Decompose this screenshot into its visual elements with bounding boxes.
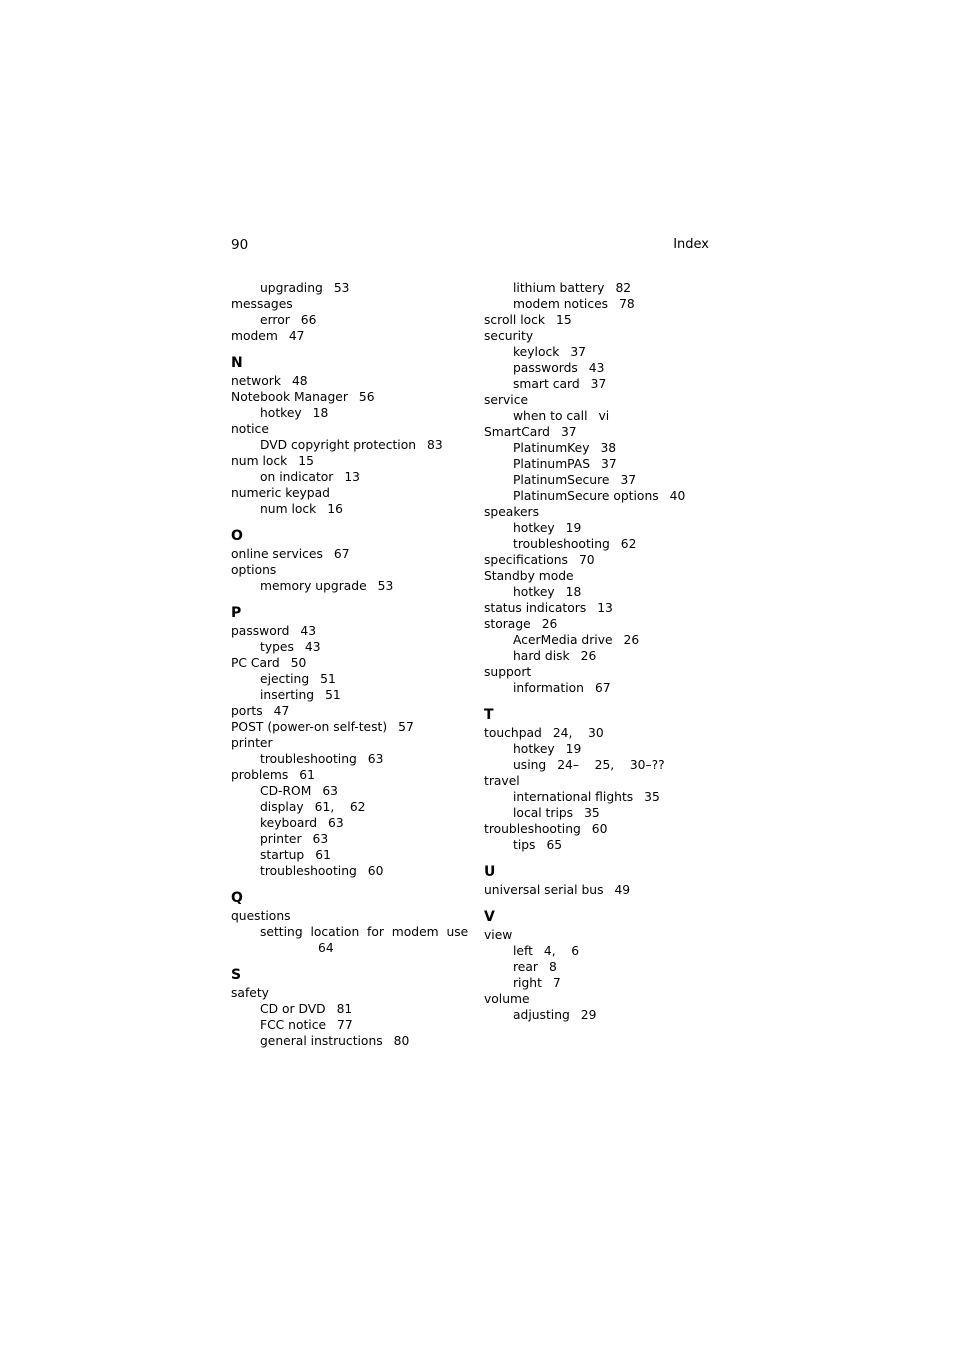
index-term: touchpad	[484, 726, 542, 740]
index-term: printer	[260, 832, 302, 846]
index-page-ref: 61	[315, 848, 331, 862]
index-page-ref: 18	[565, 585, 582, 599]
index-term: hotkey	[513, 742, 555, 756]
index-page-ref: 19	[565, 742, 582, 756]
index-page-ref: 26	[623, 633, 640, 647]
index-term: scroll lock	[484, 313, 546, 327]
index-term: CD or DVD	[260, 1002, 326, 1016]
page-number: 90	[231, 237, 249, 253]
index-term: PC Card	[231, 656, 280, 670]
index-term: hotkey	[513, 521, 555, 535]
index-subentry	[484, 280, 719, 296]
index-page-ref: 80	[393, 1034, 410, 1048]
index-subentry	[231, 783, 466, 799]
index-page-ref: 18	[312, 406, 329, 420]
index-term: messages	[231, 297, 293, 311]
index-entry	[484, 312, 719, 328]
index-page-ref: 8	[548, 960, 557, 974]
index-page-ref: 83	[427, 438, 443, 452]
index-term: general instructions	[260, 1034, 383, 1048]
index-term: storage	[484, 617, 531, 631]
index-subentry	[484, 943, 719, 959]
index-page-ref: 35	[644, 790, 660, 804]
index-letter-heading: P	[231, 605, 242, 621]
index-term: printer	[231, 736, 273, 750]
index-subentry	[484, 296, 719, 312]
index-term: rear	[513, 960, 538, 974]
index-subentry	[484, 1007, 719, 1023]
index-subentry	[484, 520, 719, 536]
index-entry	[231, 985, 466, 1001]
index-page-ref: 67	[594, 681, 611, 695]
index-term: questions	[231, 909, 291, 923]
index-term: online services	[231, 547, 323, 561]
index-page-ref: 26	[580, 649, 597, 663]
index-page-ref: 63	[312, 832, 329, 846]
index-letter-heading: Q	[231, 890, 243, 906]
index-subentry	[484, 488, 719, 504]
index-term: DVD copyright protection	[260, 438, 417, 452]
index-term: notice	[231, 422, 269, 436]
index-page-ref: 47	[273, 704, 290, 718]
index-term: FCC notice	[260, 1018, 327, 1032]
index-page-ref: 56	[358, 390, 375, 404]
index-page-ref: 53	[333, 281, 350, 295]
index-letter-heading: U	[484, 864, 496, 880]
index-page-ref: 13	[344, 470, 361, 484]
index-subentry	[231, 671, 466, 687]
index-subentry	[484, 632, 719, 648]
index-term: travel	[484, 774, 520, 788]
index-term: CD-ROM	[260, 784, 312, 798]
index-term: modem	[231, 329, 278, 343]
index-term: view	[484, 928, 513, 942]
index-subentry	[484, 408, 719, 424]
index-term: PlatinumSecure	[513, 473, 610, 487]
index-subentry	[484, 344, 719, 360]
index-subentry	[231, 940, 466, 956]
index-term: lithium battery	[513, 281, 605, 295]
index-subentry	[231, 578, 466, 594]
index-entry	[231, 703, 466, 719]
index-term: support	[484, 665, 532, 679]
index-subentry	[231, 639, 466, 655]
index-entry	[484, 927, 719, 943]
index-term: SmartCard	[484, 425, 550, 439]
index-page-ref: 77	[337, 1018, 353, 1032]
index-subentry	[231, 1017, 466, 1033]
index-term: problems	[231, 768, 289, 782]
index-page-ref: 49	[614, 883, 631, 897]
index-subentry	[484, 584, 719, 600]
index-term: upgrading	[260, 281, 323, 295]
index-page-ref: 7	[552, 976, 561, 990]
index-term: smart card	[513, 377, 580, 391]
index-term: 64	[318, 941, 334, 955]
index-term: keyboard	[260, 816, 318, 830]
index-subentry	[484, 975, 719, 991]
index-page-ref: 63	[367, 752, 384, 766]
index-entry	[231, 908, 466, 924]
index-subentry	[231, 815, 466, 831]
index-page-ref: 16	[327, 502, 343, 516]
index-entry	[231, 328, 466, 344]
index-term: on indicator	[260, 470, 334, 484]
index-page-ref: 26	[541, 617, 558, 631]
index-page-ref: 38	[600, 441, 617, 455]
index-subentry	[231, 501, 466, 517]
index-page-ref: 24, 30	[552, 726, 604, 740]
index-term: keylock	[513, 345, 560, 359]
index-term: network	[231, 374, 281, 388]
index-page-ref: 37	[590, 377, 607, 391]
index-page-ref: 63	[322, 784, 338, 798]
index-entry	[231, 719, 466, 735]
index-subentry	[484, 805, 719, 821]
index-entry	[484, 773, 719, 789]
index-subentry	[484, 741, 719, 757]
index-subentry	[484, 757, 719, 773]
index-entry	[231, 623, 466, 639]
index-page-ref: 47	[288, 329, 305, 343]
index-subentry	[484, 648, 719, 664]
index-page-ref: 60	[591, 822, 608, 836]
index-term: troubleshooting	[484, 822, 581, 836]
index-page-ref: 82	[615, 281, 632, 295]
index-term: display	[260, 800, 304, 814]
index-page-ref: 43	[588, 361, 605, 375]
index-subentry	[484, 536, 719, 552]
index-term: status indicators	[484, 601, 587, 615]
index-subentry	[231, 405, 466, 421]
index-page-ref: 51	[320, 672, 336, 686]
index-term: modem notices	[513, 297, 609, 311]
index-term: specifications	[484, 553, 568, 567]
index-entry	[231, 767, 466, 783]
index-subentry	[231, 831, 466, 847]
index-page-ref: 60	[367, 864, 384, 878]
index-term: num lock	[260, 502, 317, 516]
index-entry	[484, 552, 719, 568]
index-page-ref: 61, 62	[314, 800, 366, 814]
index-column-right	[484, 280, 719, 1023]
index-term: using	[513, 758, 547, 772]
index-term: numeric keypad	[231, 486, 330, 500]
section-title: Index	[673, 237, 709, 252]
index-term: options	[231, 563, 277, 577]
index-term: service	[484, 393, 529, 407]
index-term: password	[231, 624, 290, 638]
index-term: adjusting	[513, 1008, 570, 1022]
index-subentry	[484, 360, 719, 376]
index-entry	[231, 546, 466, 562]
index-subentry	[484, 472, 719, 488]
index-subentry	[484, 959, 719, 975]
index-letter-heading: N	[231, 355, 243, 371]
index-entry	[484, 616, 719, 632]
index-term: right	[513, 976, 542, 990]
index-entry	[484, 725, 719, 741]
index-page-ref: 13	[597, 601, 613, 615]
index-term: error	[260, 313, 290, 327]
index-page-ref: 43	[300, 624, 317, 638]
index-term: startup	[260, 848, 305, 862]
index-term: local trips	[513, 806, 574, 820]
index-page-ref: 51	[325, 688, 341, 702]
index-page-ref: 24– 25, 30–??	[557, 758, 665, 772]
index-term: hard disk	[513, 649, 570, 663]
index-page-ref: 67	[333, 547, 350, 561]
index-page-ref: 15	[556, 313, 572, 327]
index-entry	[231, 485, 466, 501]
index-term: ports	[231, 704, 263, 718]
index-subentry	[484, 789, 719, 805]
index-term: Notebook Manager	[231, 390, 348, 404]
index-page-ref: 65	[546, 838, 563, 852]
index-term: passwords	[513, 361, 578, 375]
index-entry	[484, 328, 719, 344]
index-subentry	[231, 847, 466, 863]
index-entry	[484, 568, 719, 584]
index-page-ref: 50	[290, 656, 307, 670]
index-subentry	[484, 456, 719, 472]
index-subentry	[231, 687, 466, 703]
index-term: information	[513, 681, 584, 695]
index-term: troubleshooting	[513, 537, 610, 551]
index-term: memory upgrade	[260, 579, 367, 593]
index-entry	[231, 389, 466, 405]
index-entry	[231, 735, 466, 751]
index-page-ref: 19	[565, 521, 582, 535]
index-page-ref: 37	[601, 457, 617, 471]
index-entry	[484, 392, 719, 408]
index-subentry	[231, 799, 466, 815]
index-term: volume	[484, 992, 530, 1006]
index-term: setting location for modem use	[260, 925, 469, 939]
index-term: AcerMedia drive	[513, 633, 613, 647]
index-letter-heading: O	[231, 528, 243, 544]
index-entry	[231, 453, 466, 469]
index-entry	[484, 882, 719, 898]
index-letter-heading: V	[484, 909, 495, 925]
index-entry	[231, 421, 466, 437]
index-letter-heading: T	[484, 707, 494, 723]
index-subentry	[484, 440, 719, 456]
index-page-ref: 37	[620, 473, 637, 487]
index-page-ref: 81	[336, 1002, 353, 1016]
index-entry	[484, 821, 719, 837]
index-page-ref: 15	[298, 454, 314, 468]
index-term: PlatinumKey	[513, 441, 590, 455]
index-term: security	[484, 329, 534, 343]
index-page-ref: 63	[328, 816, 344, 830]
index-term: safety	[231, 986, 269, 1000]
index-subentry	[231, 280, 466, 296]
index-page-ref: 43	[304, 640, 321, 654]
index-term: universal serial bus	[484, 883, 604, 897]
index-term: types	[260, 640, 294, 654]
index-page-ref: 66	[300, 313, 317, 327]
index-entry	[484, 664, 719, 680]
index-subentry	[231, 751, 466, 767]
index-term: left	[513, 944, 533, 958]
index-page-ref: 40	[669, 489, 686, 503]
index-term: hotkey	[513, 585, 555, 599]
index-subentry	[231, 1001, 466, 1017]
index-term: inserting	[260, 688, 315, 702]
index-column-left	[231, 280, 469, 1049]
index-entry	[484, 600, 719, 616]
index-term: ejecting	[260, 672, 310, 686]
index-page-ref: 37	[560, 425, 577, 439]
index-entry	[231, 655, 466, 671]
index-subentry	[231, 863, 466, 879]
index-term: PlatinumPAS	[513, 457, 591, 471]
index-letter-heading: S	[231, 967, 242, 983]
index-subentry	[484, 376, 719, 392]
index-term: troubleshooting	[260, 752, 357, 766]
index-term: POST (power-on self-test)	[231, 720, 388, 734]
index-subentry	[484, 680, 719, 696]
index-page-ref: 70	[578, 553, 595, 567]
index-subentry	[231, 469, 466, 485]
index-term: speakers	[484, 505, 540, 519]
index-term: num lock	[231, 454, 288, 468]
index-term: hotkey	[260, 406, 302, 420]
index-page-ref: 62	[620, 537, 637, 551]
index-subentry	[231, 437, 466, 453]
index-page-ref: 53	[377, 579, 394, 593]
index-subentry	[231, 1033, 466, 1049]
index-term: tips	[513, 838, 536, 852]
index-entry	[231, 296, 466, 312]
index-subentry	[484, 837, 719, 853]
index-page-ref: 61	[299, 768, 315, 782]
index-subentry	[231, 924, 469, 940]
index-entry	[484, 504, 719, 520]
index-term: international flights	[513, 790, 634, 804]
index-page-ref: 35	[584, 806, 600, 820]
page-header	[231, 237, 709, 255]
index-page-ref: 57	[398, 720, 414, 734]
index-page-ref: 4, 6	[543, 944, 580, 958]
index-entry	[231, 373, 466, 389]
index-entry	[484, 991, 719, 1007]
index-term: PlatinumSecure options	[513, 489, 659, 503]
index-page-ref: 29	[580, 1008, 597, 1022]
index-entry	[484, 424, 719, 440]
index-page-ref: 78	[619, 297, 635, 311]
index-page-ref: 37	[570, 345, 587, 359]
index-term: troubleshooting	[260, 864, 357, 878]
index-term: Standby mode	[484, 569, 574, 583]
index-term: when to call	[513, 409, 588, 423]
index-subentry	[231, 312, 466, 328]
index-page-ref: 48	[291, 374, 308, 388]
index-page-ref: vi	[598, 409, 610, 423]
index-entry	[231, 562, 466, 578]
